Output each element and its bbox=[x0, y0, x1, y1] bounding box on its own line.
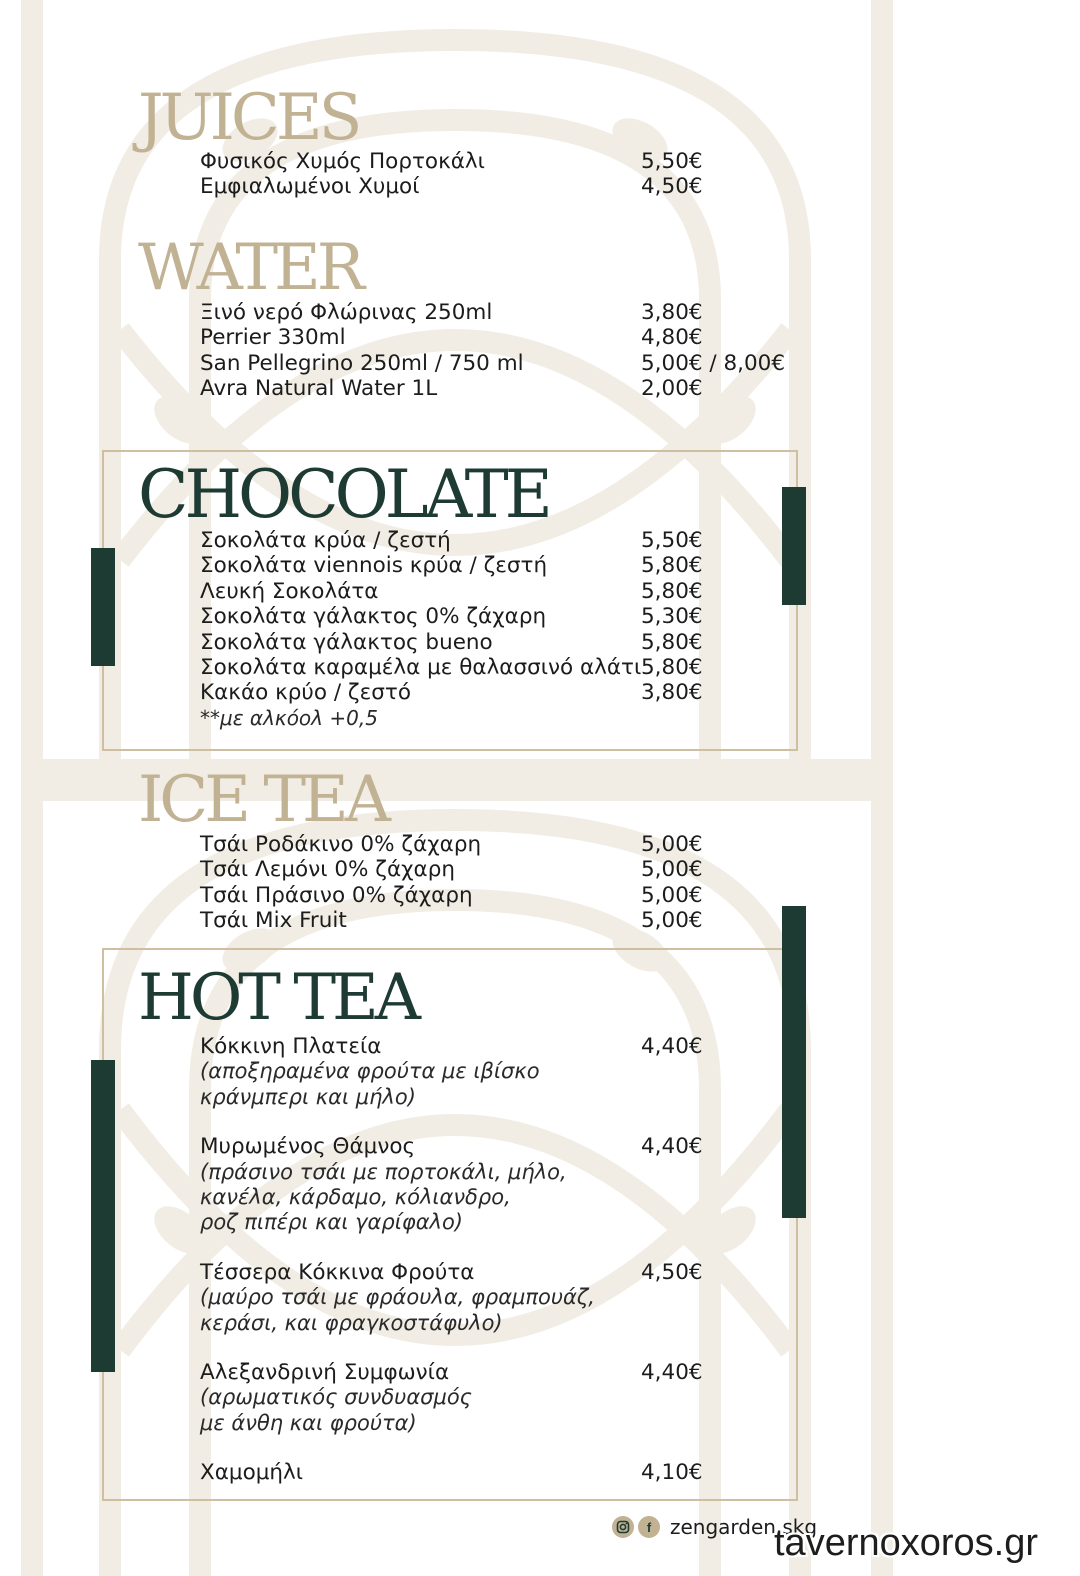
hot-tea-left-bar bbox=[91, 1060, 115, 1372]
menu-item bbox=[200, 149, 800, 174]
item-description: (αποξηραμένα φρούτα με ιβίσκο bbox=[200, 1059, 540, 1084]
menu-item bbox=[200, 1134, 800, 1236]
item-description: κράνμπερι και μήλο) bbox=[200, 1084, 416, 1109]
menu-item bbox=[200, 1260, 800, 1336]
alcohol-note: **με αλκόολ +0,5 bbox=[200, 705, 378, 730]
item-price: 4,10€ bbox=[641, 1460, 703, 1486]
chocolate-left-bar bbox=[91, 548, 115, 666]
chocolate-list bbox=[200, 528, 800, 731]
item-price: 5,50€ bbox=[641, 528, 703, 553]
item-name: Τσάι Mix Fruit bbox=[200, 908, 347, 934]
item-price: 4,50€ bbox=[641, 1259, 703, 1285]
item-price: 5,00€ bbox=[641, 832, 703, 857]
menu-item bbox=[200, 1360, 800, 1436]
watermark: tavernoxoros.gr bbox=[774, 1522, 1039, 1564]
item-description: (αρωματικός συνδυασμός bbox=[200, 1385, 473, 1410]
item-price: 4,50€ bbox=[641, 174, 703, 200]
chocolate-title: CHOCOLATE bbox=[138, 456, 549, 533]
item-name: Σοκολάτα viennois κρύα / ζεστή bbox=[200, 553, 548, 579]
item-price: 5,80€ bbox=[641, 654, 703, 680]
item-name: Σοκολάτα γάλακτος bueno bbox=[200, 629, 493, 655]
item-name: San Pellegrino 250ml / 750 ml bbox=[200, 350, 524, 376]
item-description: με άνθη και φρούτα) bbox=[200, 1410, 417, 1435]
item-name: Κακάο κρύο / ζεστό bbox=[200, 680, 411, 706]
menu-item bbox=[200, 579, 800, 604]
item-name: Perrier 330ml bbox=[200, 325, 346, 351]
item-description: ροζ πιπέρι και γαρίφαλο) bbox=[200, 1210, 464, 1235]
item-price: 3,80€ bbox=[641, 680, 703, 706]
item-price: 5,50€ bbox=[641, 149, 703, 174]
menu-item bbox=[200, 528, 800, 553]
item-name: Αλεξανδρινή Συμφωνία bbox=[200, 1360, 450, 1386]
item-description: (πράσινο τσάι με πορτοκάλι, μήλο, bbox=[200, 1159, 567, 1184]
water-title: WATER bbox=[138, 231, 361, 305]
menu-item bbox=[200, 630, 800, 655]
hot-tea-title: HOT TEA bbox=[138, 961, 417, 1035]
item-name: Χαμομήλι bbox=[200, 1460, 304, 1486]
item-name: Τσάι Ροδάκινο 0% ζάχαρη bbox=[200, 832, 482, 857]
item-price: 4,80€ bbox=[641, 325, 703, 351]
item-name: Avra Natural Water 1L bbox=[200, 376, 438, 402]
menu-item bbox=[200, 376, 800, 401]
menu-item bbox=[200, 680, 800, 705]
menu-item bbox=[200, 1460, 800, 1485]
menu-item bbox=[200, 325, 800, 350]
hot-tea-right-bar bbox=[782, 906, 806, 1218]
item-price: 5,00€ / 8,00€ bbox=[641, 350, 786, 376]
item-price: 5,80€ bbox=[641, 629, 703, 655]
item-price: 5,30€ bbox=[641, 604, 703, 630]
item-price: 4,40€ bbox=[641, 1134, 703, 1160]
menu-item bbox=[200, 174, 800, 199]
item-name: Σοκολάτα γάλακτος 0% ζάχαρη bbox=[200, 604, 547, 630]
menu-item bbox=[200, 655, 800, 680]
instagram-icon[interactable] bbox=[612, 1516, 634, 1538]
water-list bbox=[200, 300, 800, 402]
item-price: 5,00€ bbox=[641, 857, 703, 883]
item-price: 2,00€ bbox=[641, 376, 703, 402]
menu-item bbox=[200, 604, 800, 629]
menu-item bbox=[200, 300, 800, 325]
item-name: Ξινό νερό Φλώρινας 250ml bbox=[200, 300, 493, 325]
item-name: Μυρωμένος Θάμνος bbox=[200, 1134, 416, 1160]
menu-item bbox=[200, 553, 800, 578]
item-price: 5,80€ bbox=[641, 578, 703, 604]
item-description: κανέλα, κάρδαμο, κόλιανδρο, bbox=[200, 1185, 511, 1209]
item-price: 5,80€ bbox=[641, 553, 703, 579]
item-price: 4,40€ bbox=[641, 1360, 703, 1386]
item-name: Φυσικός Χυμός Πορτοκάλι bbox=[200, 149, 485, 174]
item-name: Τσάι Λεμόνι 0% ζάχαρη bbox=[200, 857, 455, 883]
facebook-icon[interactable]: f bbox=[638, 1516, 660, 1538]
menu-item bbox=[200, 908, 800, 933]
item-price: 3,80€ bbox=[641, 300, 703, 325]
ice-tea-list bbox=[200, 832, 800, 934]
item-name: Τέσσερα Κόκκινα Φρούτα bbox=[200, 1259, 475, 1285]
item-price: 5,00€ bbox=[641, 908, 703, 934]
item-description: (μαύρο τσάι με φράουλα, φραμπουάζ, bbox=[200, 1285, 595, 1310]
item-description: κεράσι, και φραγκοστάφυλο) bbox=[200, 1310, 503, 1335]
item-name: Τσάι Πράσινο 0% ζάχαρη bbox=[200, 882, 473, 908]
menu-item bbox=[200, 857, 800, 882]
juices-list bbox=[200, 149, 800, 200]
ice-tea-title: ICE TEA bbox=[138, 763, 387, 837]
menu-item bbox=[200, 351, 800, 376]
item-name: Κόκκινη Πλατεία bbox=[200, 1034, 382, 1059]
item-price: 4,40€ bbox=[641, 1034, 703, 1059]
social-handle[interactable]: zengarden.skg bbox=[670, 1515, 818, 1539]
chocolate-right-bar bbox=[782, 487, 806, 605]
item-price: 5,00€ bbox=[641, 882, 703, 908]
menu-item bbox=[200, 832, 800, 857]
juices-title: JUICES bbox=[138, 81, 359, 155]
menu-item bbox=[200, 1034, 800, 1110]
item-name: Σοκολάτα καραμέλα με θαλασσινό αλάτι bbox=[200, 654, 642, 680]
item-name: Λευκή Σοκολάτα bbox=[200, 578, 379, 604]
hot-tea-list bbox=[200, 1034, 800, 1510]
menu-item bbox=[200, 883, 800, 908]
item-name: Εμφιαλωμένοι Χυμοί bbox=[200, 174, 420, 200]
item-name: Σοκολάτα κρύα / ζεστή bbox=[200, 528, 451, 553]
